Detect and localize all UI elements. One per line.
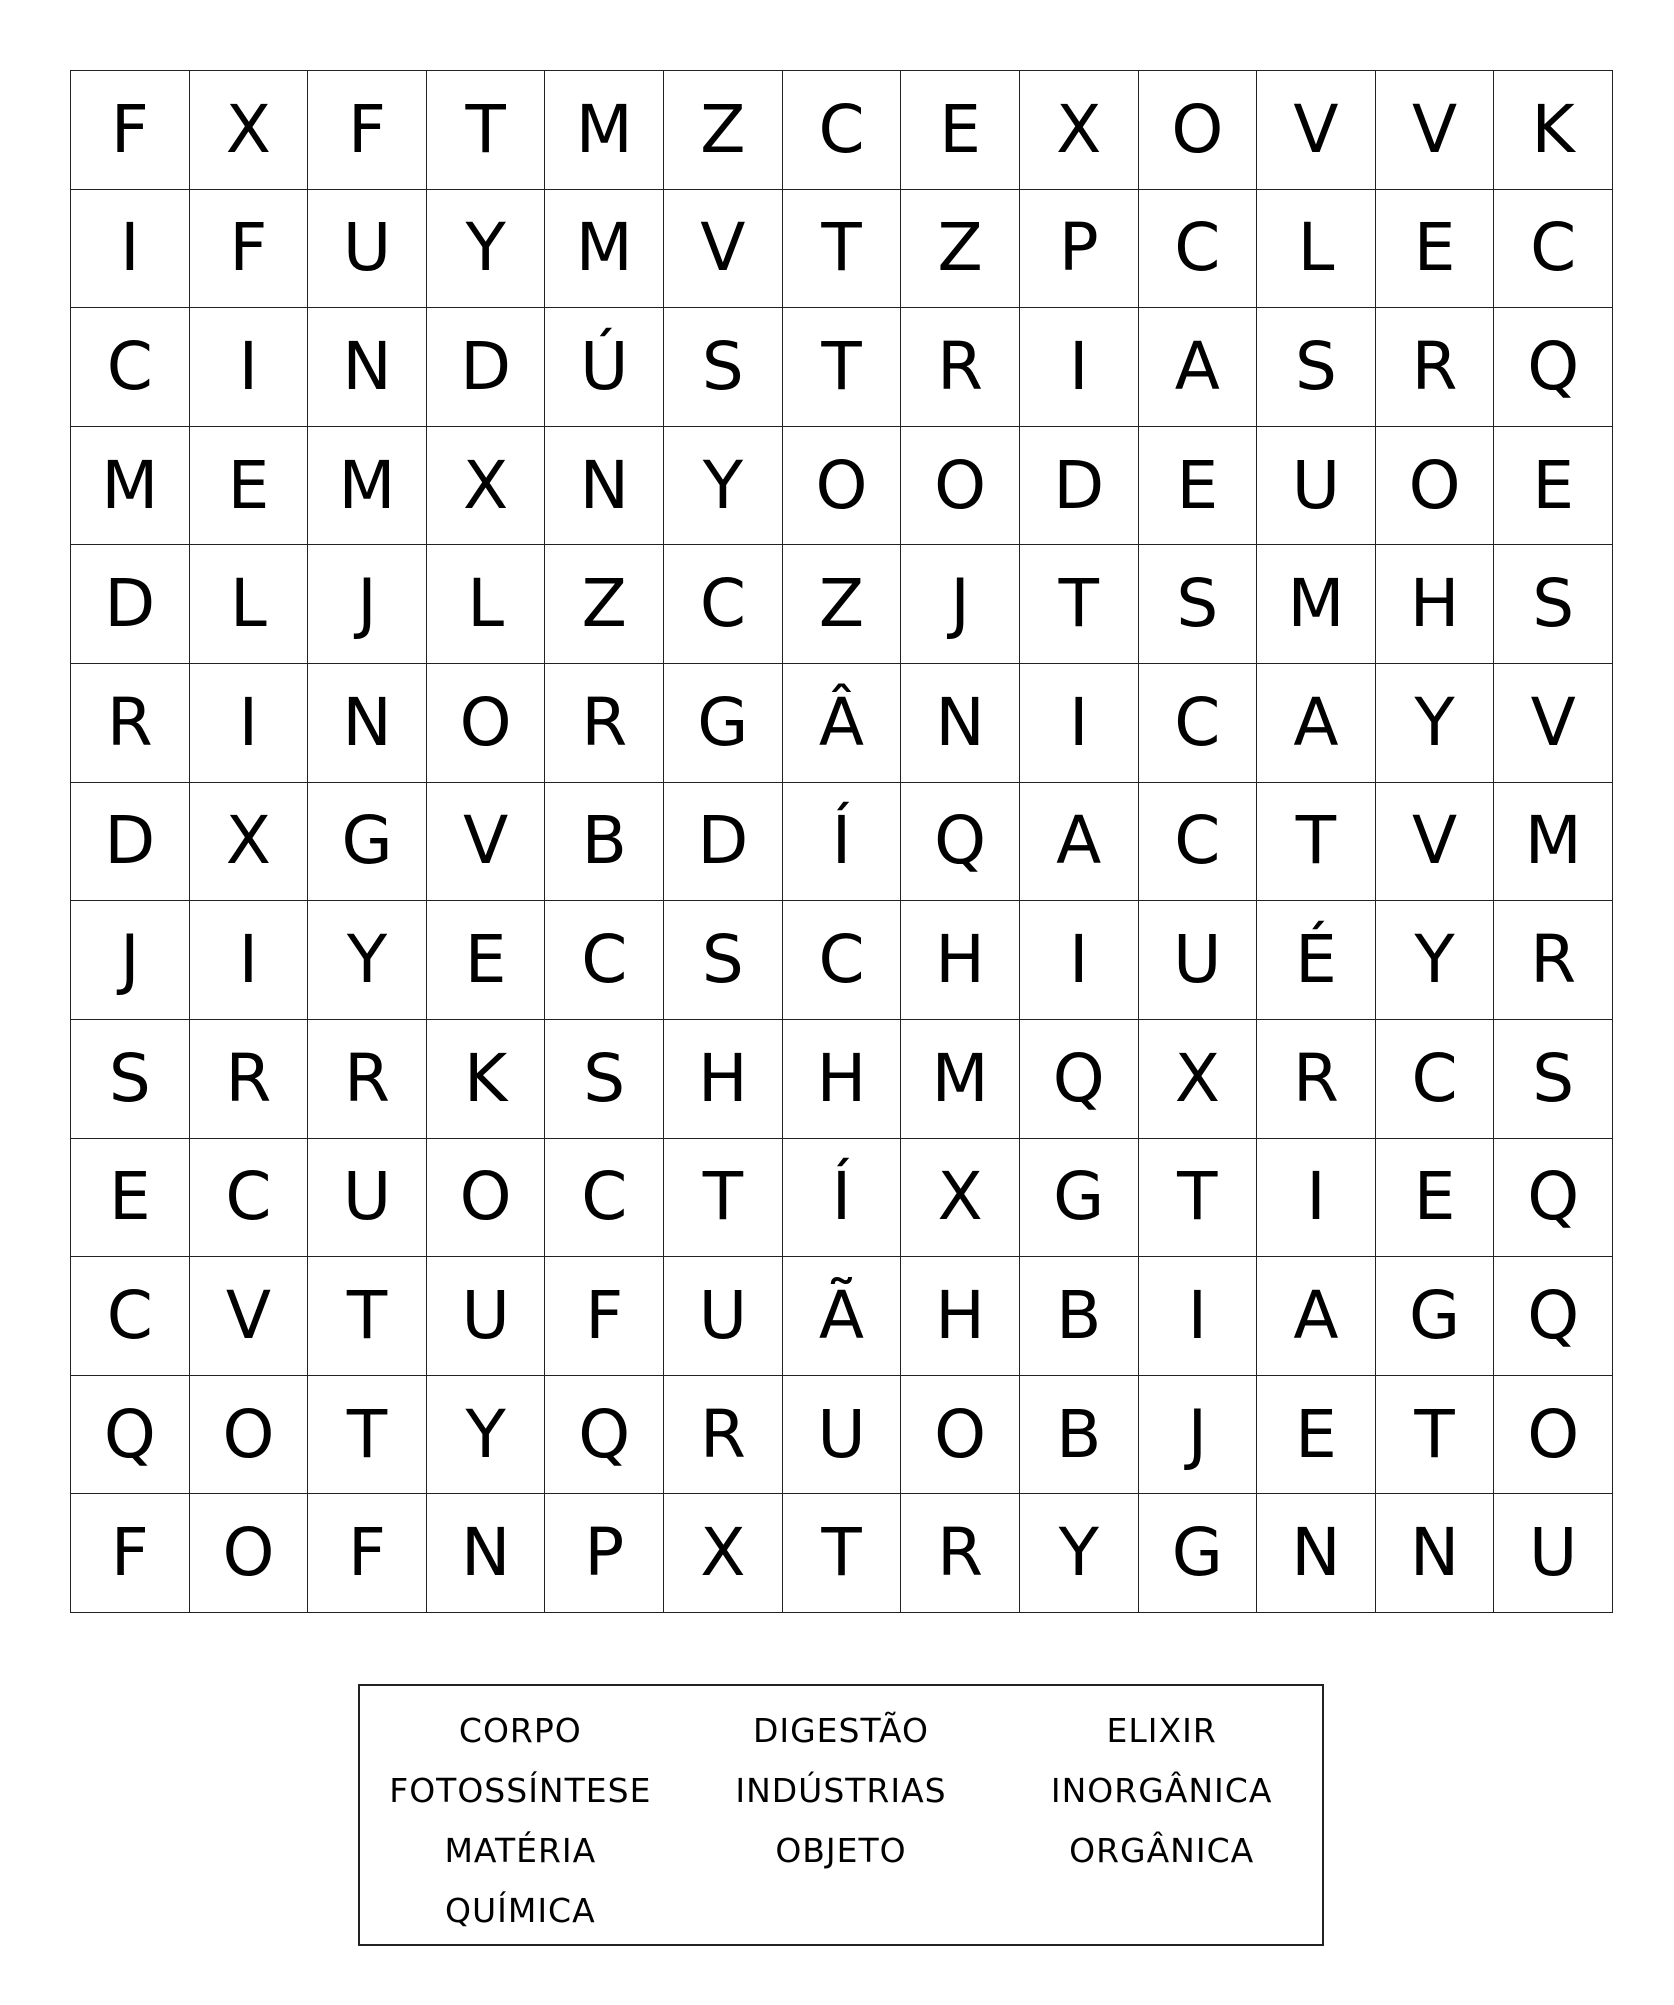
grid-cell-r12-c12[interactable]: T xyxy=(1376,1376,1495,1495)
grid-cell-r2-c2[interactable]: F xyxy=(190,190,309,309)
grid-cell-r6-c6[interactable]: G xyxy=(664,664,783,783)
grid-cell-r10-c4[interactable]: O xyxy=(427,1139,546,1258)
grid-cell-r10-c6[interactable]: T xyxy=(664,1139,783,1258)
grid-cell-r1-c7[interactable]: C xyxy=(783,71,902,190)
grid-cell-r3-c7[interactable]: T xyxy=(783,308,902,427)
grid-cell-r2-c5[interactable]: M xyxy=(545,190,664,309)
grid-cell-r12-c9[interactable]: B xyxy=(1020,1376,1139,1495)
grid-cell-r4-c9[interactable]: D xyxy=(1020,427,1139,546)
grid-cell-r6-c12[interactable]: Y xyxy=(1376,664,1495,783)
grid-cell-r7-c8[interactable]: Q xyxy=(901,783,1020,902)
grid-cell-r8-c8[interactable]: H xyxy=(901,901,1020,1020)
word-bank-item: INORGÂNICA xyxy=(1050,1770,1273,1810)
grid-cell-r2-c11[interactable]: L xyxy=(1257,190,1376,309)
grid-cell-r7-c13[interactable]: M xyxy=(1494,783,1613,902)
word-bank-item: ORGÂNICA xyxy=(1069,1830,1255,1870)
grid-cell-r10-c2[interactable]: C xyxy=(190,1139,309,1258)
grid-cell-r11-c4[interactable]: U xyxy=(427,1257,546,1376)
grid-cell-r6-c7[interactable]: Â xyxy=(783,664,902,783)
grid-cell-r4-c3[interactable]: M xyxy=(308,427,427,546)
grid-cell-r7-c5[interactable]: B xyxy=(545,783,664,902)
grid-cell-r11-c1[interactable]: C xyxy=(71,1257,190,1376)
grid-cell-r11-c2[interactable]: V xyxy=(190,1257,309,1376)
grid-cell-r1-c8[interactable]: E xyxy=(901,71,1020,190)
grid-cell-r10-c8[interactable]: X xyxy=(901,1139,1020,1258)
grid-cell-r5-c5[interactable]: Z xyxy=(545,545,664,664)
grid-cell-r2-c7[interactable]: T xyxy=(783,190,902,309)
grid-cell-r6-c4[interactable]: O xyxy=(427,664,546,783)
grid-cell-r13-c13[interactable]: U xyxy=(1494,1494,1613,1613)
grid-cell-r7-c3[interactable]: G xyxy=(308,783,427,902)
word-bank-item: CORPO xyxy=(458,1710,582,1750)
grid-cell-r5-c9[interactable]: T xyxy=(1020,545,1139,664)
grid-cell-r4-c4[interactable]: X xyxy=(427,427,546,546)
word-bank-item: DIGESTÃO xyxy=(752,1710,930,1750)
grid-cell-r7-c4[interactable]: V xyxy=(427,783,546,902)
grid-cell-r8-c12[interactable]: Y xyxy=(1376,901,1495,1020)
grid-cell-r12-c6[interactable]: R xyxy=(664,1376,783,1495)
grid-cell-r5-c13[interactable]: S xyxy=(1494,545,1613,664)
grid-cell-r6-c11[interactable]: A xyxy=(1257,664,1376,783)
grid-cell-r9-c1[interactable]: S xyxy=(71,1020,190,1139)
grid-cell-r2-c10[interactable]: C xyxy=(1139,190,1258,309)
grid-cell-r7-c12[interactable]: V xyxy=(1376,783,1495,902)
grid-cell-r3-c12[interactable]: R xyxy=(1376,308,1495,427)
grid-cell-r10-c13[interactable]: Q xyxy=(1494,1139,1613,1258)
grid-cell-r8-c7[interactable]: C xyxy=(783,901,902,1020)
grid-cell-r11-c5[interactable]: F xyxy=(545,1257,664,1376)
grid-cell-r2-c4[interactable]: Y xyxy=(427,190,546,309)
grid-cell-r6-c1[interactable]: R xyxy=(71,664,190,783)
grid-cell-r13-c8[interactable]: R xyxy=(901,1494,1020,1613)
grid-cell-r5-c7[interactable]: Z xyxy=(783,545,902,664)
grid-cell-r9-c8[interactable]: M xyxy=(901,1020,1020,1139)
grid-cell-r10-c7[interactable]: Í xyxy=(783,1139,902,1258)
grid-cell-r3-c11[interactable]: S xyxy=(1257,308,1376,427)
grid-cell-r5-c8[interactable]: J xyxy=(901,545,1020,664)
grid-cell-r1-c5[interactable]: M xyxy=(545,71,664,190)
grid-cell-r9-c4[interactable]: K xyxy=(427,1020,546,1139)
grid-cell-r13-c4[interactable]: N xyxy=(427,1494,546,1613)
grid-cell-r3-c4[interactable]: D xyxy=(427,308,546,427)
grid-cell-r10-c5[interactable]: C xyxy=(545,1139,664,1258)
grid-cell-r4-c8[interactable]: O xyxy=(901,427,1020,546)
grid-cell-r9-c2[interactable]: R xyxy=(190,1020,309,1139)
grid-cell-r3-c8[interactable]: R xyxy=(901,308,1020,427)
grid-cell-r12-c13[interactable]: O xyxy=(1494,1376,1613,1495)
grid-cell-r9-c7[interactable]: H xyxy=(783,1020,902,1139)
grid-cell-r2-c13[interactable]: C xyxy=(1494,190,1613,309)
grid-cell-r12-c3[interactable]: T xyxy=(308,1376,427,1495)
grid-cell-r5-c4[interactable]: L xyxy=(427,545,546,664)
grid-cell-r4-c5[interactable]: N xyxy=(545,427,664,546)
grid-cell-r8-c1[interactable]: J xyxy=(71,901,190,1020)
grid-cell-r3-c6[interactable]: S xyxy=(664,308,783,427)
grid-cell-r13-c6[interactable]: X xyxy=(664,1494,783,1613)
grid-cell-r9-c10[interactable]: X xyxy=(1139,1020,1258,1139)
grid-cell-r7-c10[interactable]: C xyxy=(1139,783,1258,902)
grid-cell-r4-c11[interactable]: U xyxy=(1257,427,1376,546)
grid-cell-r3-c10[interactable]: A xyxy=(1139,308,1258,427)
grid-cell-r2-c3[interactable]: U xyxy=(308,190,427,309)
grid-cell-r8-c6[interactable]: S xyxy=(664,901,783,1020)
word-bank-item: QUÍMICA xyxy=(444,1890,596,1930)
grid-cell-r12-c10[interactable]: J xyxy=(1139,1376,1258,1495)
grid-cell-r1-c2[interactable]: X xyxy=(190,71,309,190)
grid-cell-r13-c2[interactable]: O xyxy=(190,1494,309,1613)
grid-cell-r13-c3[interactable]: F xyxy=(308,1494,427,1613)
grid-cell-r1-c9[interactable]: X xyxy=(1020,71,1139,190)
grid-cell-r8-c3[interactable]: Y xyxy=(308,901,427,1020)
grid-cell-r1-c4[interactable]: T xyxy=(427,71,546,190)
grid-cell-r6-c2[interactable]: I xyxy=(190,664,309,783)
grid-cell-r10-c10[interactable]: T xyxy=(1139,1139,1258,1258)
grid-cell-r13-c11[interactable]: N xyxy=(1257,1494,1376,1613)
word-bank-item: MATÉRIA xyxy=(444,1830,597,1870)
word-bank-item: INDÚSTRIAS xyxy=(735,1770,947,1810)
grid-cell-r2-c12[interactable]: E xyxy=(1376,190,1495,309)
grid-cell-r12-c8[interactable]: O xyxy=(901,1376,1020,1495)
grid-cell-r5-c3[interactable]: J xyxy=(308,545,427,664)
grid-cell-r1-c13[interactable]: K xyxy=(1494,71,1613,190)
grid-cell-r7-c1[interactable]: D xyxy=(71,783,190,902)
grid-cell-r8-c4[interactable]: E xyxy=(427,901,546,1020)
grid-cell-r11-c10[interactable]: I xyxy=(1139,1257,1258,1376)
grid-cell-r1-c6[interactable]: Z xyxy=(664,71,783,190)
grid-cell-r8-c9[interactable]: I xyxy=(1020,901,1139,1020)
grid-cell-r5-c10[interactable]: S xyxy=(1139,545,1258,664)
grid-cell-r5-c12[interactable]: H xyxy=(1376,545,1495,664)
grid-cell-r13-c9[interactable]: Y xyxy=(1020,1494,1139,1613)
grid-cell-r7-c2[interactable]: X xyxy=(190,783,309,902)
grid-cell-r3-c1[interactable]: C xyxy=(71,308,190,427)
grid-cell-r13-c5[interactable]: P xyxy=(545,1494,664,1613)
grid-cell-r6-c9[interactable]: I xyxy=(1020,664,1139,783)
word-bank xyxy=(358,1684,1324,1946)
grid-cell-r10-c9[interactable]: G xyxy=(1020,1139,1139,1258)
grid-cell-r10-c1[interactable]: E xyxy=(71,1139,190,1258)
word-bank-item: ELIXIR xyxy=(1106,1710,1217,1750)
grid-cell-r5-c2[interactable]: L xyxy=(190,545,309,664)
grid-cell-r9-c12[interactable]: C xyxy=(1376,1020,1495,1139)
grid-cell-r8-c2[interactable]: I xyxy=(190,901,309,1020)
grid-cell-r10-c12[interactable]: E xyxy=(1376,1139,1495,1258)
grid-cell-r12-c7[interactable]: U xyxy=(783,1376,902,1495)
grid-cell-r8-c10[interactable]: U xyxy=(1139,901,1258,1020)
grid-cell-r4-c7[interactable]: O xyxy=(783,427,902,546)
grid-cell-r9-c5[interactable]: S xyxy=(545,1020,664,1139)
grid-cell-r3-c13[interactable]: Q xyxy=(1494,308,1613,427)
grid-cell-r9-c6[interactable]: H xyxy=(664,1020,783,1139)
word-search-grid xyxy=(70,70,1613,1613)
grid-cell-r1-c1[interactable]: F xyxy=(71,71,190,190)
grid-cell-r5-c11[interactable]: M xyxy=(1257,545,1376,664)
grid-cell-r12-c2[interactable]: O xyxy=(190,1376,309,1495)
grid-cell-r3-c9[interactable]: I xyxy=(1020,308,1139,427)
grid-cell-r4-c6[interactable]: Y xyxy=(664,427,783,546)
grid-cell-r3-c2[interactable]: I xyxy=(190,308,309,427)
grid-cell-r11-c12[interactable]: G xyxy=(1376,1257,1495,1376)
grid-cell-r10-c11[interactable]: I xyxy=(1257,1139,1376,1258)
grid-cell-r11-c8[interactable]: H xyxy=(901,1257,1020,1376)
grid-cell-r13-c7[interactable]: T xyxy=(783,1494,902,1613)
grid-cell-r11-c13[interactable]: Q xyxy=(1494,1257,1613,1376)
grid-cell-r5-c6[interactable]: C xyxy=(664,545,783,664)
grid-cell-r4-c13[interactable]: E xyxy=(1494,427,1613,546)
grid-cell-r9-c11[interactable]: R xyxy=(1257,1020,1376,1139)
grid-cell-r11-c3[interactable]: T xyxy=(308,1257,427,1376)
grid-cell-r12-c11[interactable]: E xyxy=(1257,1376,1376,1495)
grid-cell-r1-c11[interactable]: V xyxy=(1257,71,1376,190)
grid-cell-r4-c10[interactable]: E xyxy=(1139,427,1258,546)
grid-cell-r8-c11[interactable]: É xyxy=(1257,901,1376,1020)
grid-cell-r8-c5[interactable]: C xyxy=(545,901,664,1020)
grid-cell-r11-c9[interactable]: B xyxy=(1020,1257,1139,1376)
grid-cell-r6-c3[interactable]: N xyxy=(308,664,427,783)
grid-cell-r13-c12[interactable]: N xyxy=(1376,1494,1495,1613)
grid-cell-r2-c1[interactable]: I xyxy=(71,190,190,309)
grid-cell-r6-c13[interactable]: V xyxy=(1494,664,1613,783)
grid-cell-r8-c13[interactable]: R xyxy=(1494,901,1613,1020)
grid-cell-r4-c2[interactable]: E xyxy=(190,427,309,546)
grid-cell-r11-c11[interactable]: A xyxy=(1257,1257,1376,1376)
grid-cell-r12-c4[interactable]: Y xyxy=(427,1376,546,1495)
grid-cell-r9-c3[interactable]: R xyxy=(308,1020,427,1139)
grid-cell-r7-c7[interactable]: Í xyxy=(783,783,902,902)
grid-cell-r4-c12[interactable]: O xyxy=(1376,427,1495,546)
grid-cell-r9-c13[interactable]: S xyxy=(1494,1020,1613,1139)
grid-cell-r12-c1[interactable]: Q xyxy=(71,1376,190,1495)
grid-cell-r7-c6[interactable]: D xyxy=(664,783,783,902)
grid-cell-r11-c6[interactable]: U xyxy=(664,1257,783,1376)
grid-cell-r4-c1[interactable]: M xyxy=(71,427,190,546)
grid-cell-r1-c3[interactable]: F xyxy=(308,71,427,190)
grid-cell-r13-c1[interactable]: F xyxy=(71,1494,190,1613)
grid-cell-r6-c5[interactable]: R xyxy=(545,664,664,783)
grid-cell-r6-c8[interactable]: N xyxy=(901,664,1020,783)
grid-cell-r2-c8[interactable]: Z xyxy=(901,190,1020,309)
grid-cell-r12-c5[interactable]: Q xyxy=(545,1376,664,1495)
grid-cell-r13-c10[interactable]: G xyxy=(1139,1494,1258,1613)
grid-cell-r9-c9[interactable]: Q xyxy=(1020,1020,1139,1139)
grid-cell-r2-c9[interactable]: P xyxy=(1020,190,1139,309)
grid-cell-r2-c6[interactable]: V xyxy=(664,190,783,309)
word-bank-item: OBJETO xyxy=(775,1830,907,1870)
grid-cell-r10-c3[interactable]: U xyxy=(308,1139,427,1258)
grid-cell-r11-c7[interactable]: Ã xyxy=(783,1257,902,1376)
grid-cell-r5-c1[interactable]: D xyxy=(71,545,190,664)
grid-cell-r7-c9[interactable]: A xyxy=(1020,783,1139,902)
grid-cell-r3-c3[interactable]: N xyxy=(308,308,427,427)
grid-cell-r6-c10[interactable]: C xyxy=(1139,664,1258,783)
grid-cell-r1-c12[interactable]: V xyxy=(1376,71,1495,190)
grid-cell-r7-c11[interactable]: T xyxy=(1257,783,1376,902)
word-bank-item: FOTOSSÍNTESE xyxy=(389,1770,652,1810)
grid-cell-r1-c10[interactable]: O xyxy=(1139,71,1258,190)
grid-cell-r3-c5[interactable]: Ú xyxy=(545,308,664,427)
